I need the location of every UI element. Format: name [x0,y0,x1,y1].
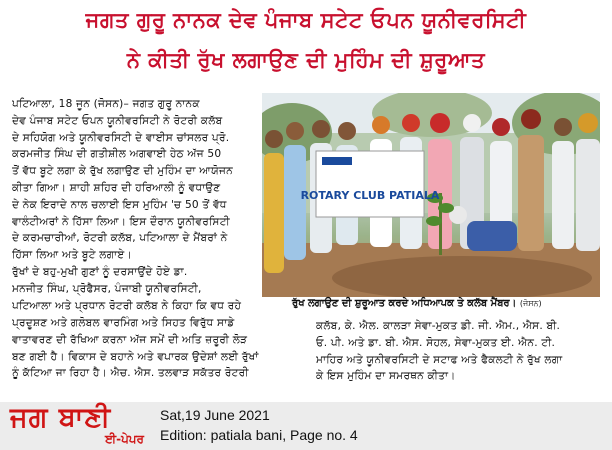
article-line: ਦੇਵ ਪੰਜਾਬ ਸਟੇਟ ਓਪਨ ਯੂਨੀਵਰਸਿਟੀ ਨੇ ਰੋਟਰੀ ਕਲੱਬ [12,114,223,127]
article-line: ਬਣ ਗਈ ਹੈ। ਵਿਕਾਸ ਦੇ ਬਹਾਨੇ ਅਤੇ ਵਪਾਰਕ ਉਦੇਸ਼ਾਂ ਲਈ ਰੁੱਖਾਂ [12,350,259,363]
article-line: ਕੀਤਾ ਗਿਆ। ਸ਼ਾਹੀ ਸ਼ਹਿਰ ਦੀ ਹਰਿਆਲੀ ਨੂੰ ਵਧਾਉਣ [12,181,221,194]
article-line: ਕੇ ਇਸ ਮੁਹਿੰਮ ਦਾ ਸਮਰਥਨ ਕੀਤਾ। [316,370,456,383]
article-line: ਪਟਿਆਲਾ ਅਤੇ ਪ੍ਰਧਾਨ ਰੋਟਰੀ ਕਲੱਬ ਨੇ ਕਿਹਾ ਕਿ ਵਧ ਰਹੇ [12,299,242,312]
article-line: ਪ੍ਰਦੂਸ਼ਣ ਅਤੇ ਗਲੋਬਲ ਵਾਰਮਿੰਗ ਅਤੇ ਸਿਹਤ ਵਿਰੁੱਧ ਸਾਡੇ [12,317,235,329]
article-left-column [12,96,260,264]
logo-sub-text: ਈ-ਪੇਪਰ [104,432,144,446]
photo-caption-text: ਰੁੱਖ ਲਗਾਉਣ ਦੀ ਸ਼ੁਰੂਆਤ ਕਰਦੇ ਅਧਿਆਪਕ ਤੇ ਕਲੱਬ ਮੈਂਬਰ। [292,298,517,309]
epaper-footer [0,402,612,450]
photo-illustration [262,93,600,297]
article-line: ਵਾਲੰਟੀਅਰਾਂ ਨੇ ਹਿੱਸਾ ਲਿਆ। ਇਸ ਦੌਰਾਨ ਯੂਨੀਵਰਸਿਟੀ [12,215,230,228]
article-wide-lines [12,264,262,314]
headline-line-2: ਨੇ ਕੀਤੀ ਰੁੱਖ ਲਗਾਉਣ ਦੀ ਮੁਹਿੰਮ ਦੀ ਸ਼ੁਰੂਆਤ [126,48,486,72]
article-line: ਵਾਤਾਵਰਣ ਦੀ ਰੱਖਿਆ ਕਰਨਾ ਅੱਜ ਸਮੇਂ ਦੀ ਅਤਿ ਜ਼ਰੂਰੀ ਲੋੜ [12,333,248,346]
edition-date: Sat,19 June 2021 [160,407,270,423]
banner-text: ROTARY CLUB PATIALA [300,189,440,202]
article-line: ਦੇ ਕਰਮਚਾਰੀਆਂ, ਰੋਟਰੀ ਕਲੱਬ, ਪਟਿਆਲਾ ਦੇ ਮੈਂਬਰਾਂ ਨੇ [12,232,228,245]
article-line: ਮਾਹਿਰ ਅਤੇ ਯੂਨੀਵਰਸਿਟੀ ਦੇ ਸਟਾਫ ਅਤੇ ਫੈਕਲਟੀ ਨੇ ਰੁੱਖ ਲਗਾ [316,353,563,366]
edition-info: Edition: patiala bani, Page no. 4 [160,427,358,443]
jagbani-logo [10,404,150,448]
article-line: ਦੇ ਨੇਕ ਇਰਾਦੇ ਨਾਲ ਚਲਾਈ ਇਸ ਮੁਹਿੰਮ 'ਚ 50 ਤੋਂ ਵੱਧ [12,198,227,211]
article-line: ਤੋਂ ਵੱਧ ਬੂਟੇ ਲਗਾ ਕੇ ਰੁੱਖ ਲਗਾਉਣ ਦੀ ਮੁਹਿੰਮ ਦਾ ਆਯੋਜਨ [12,165,233,178]
news-photo [262,93,600,297]
photo-caption [292,298,542,309]
article-line: ਹਿੱਸਾ ਲਿਆ ਅਤੇ ਬੂਟੇ ਲਗਾਏ। [12,249,132,262]
article-bottom-left [12,315,312,382]
article-line: ਦੇ ਸਹਿਯੋਗ ਅਤੇ ਯੂਨੀਵਰਸਿਟੀ ਦੇ ਵਾਈਸ ਚਾਂਸਲਰ ਪ੍ਰੋ. [12,131,230,144]
article-line: ਪਟਿਆਲਾ, 18 ਜੂਨ (ਜੋਸਨ)– ਜਗਤ ਗੁਰੂ ਨਾਨਕ [12,98,200,110]
article-line: ਨੂੰ ਕੱਟਿਆ ਜਾ ਰਿਹਾ ਹੈ। ਐਚ. ਐਸ. ਤਲਵਾੜ ਸਕੱਤਰ ਰੋਟਰੀ [12,367,249,380]
article-line: ਓ. ਪੀ. ਅਤੇ ਡਾ. ਬੀ. ਐਸ. ਸੋਹਲ, ਸੇਵਾ-ਮੁਕਤ ਈ. ਐਨ. ਟੀ. [316,336,556,349]
article-line: ਕਰਮਜੀਤ ਸਿੰਘ ਦੀ ਗਤੀਸ਼ੀਲ ਅਗਵਾਈ ਹੇਠ ਅੱਜ 50 [12,148,222,161]
article-bottom-right [316,318,606,385]
logo-main-text: ਜਗ ਬਾਣੀ [10,402,112,433]
photo-credit: (ਜੋਸਨ) [519,299,542,308]
article-line: ਰੁੱਖਾਂ ਦੇ ਬਹੁ-ਮੁਖੀ ਗੁਣਾਂ ਨੂੰ ਦਰਸਾਉਂਦੇ ਹੋਏ ਡਾ. [12,266,188,278]
article-line: ਮਨਜੀਤ ਸਿੰਘ, ਪ੍ਰੋਫੈਸਰ, ਪੰਜਾਬੀ ਯੂਨੀਵਰਸਿਟੀ, [12,282,202,295]
headline-line-1: ਜਗਤ ਗੁਰੂ ਨਾਨਕ ਦੇਵ ਪੰਜਾਬ ਸਟੇਟ ਓਪਨ ਯੂਨੀਵਰਸਿਟੀ [85,8,527,32]
article-line: ਕਲੱਬ, ਕੇ. ਐਲ. ਕਾਲੜਾ ਸੇਵਾ-ਮੁਕਤ ਡੀ. ਜੀ. ਐਮ., ਐਸ. ਬੀ. [316,320,561,332]
